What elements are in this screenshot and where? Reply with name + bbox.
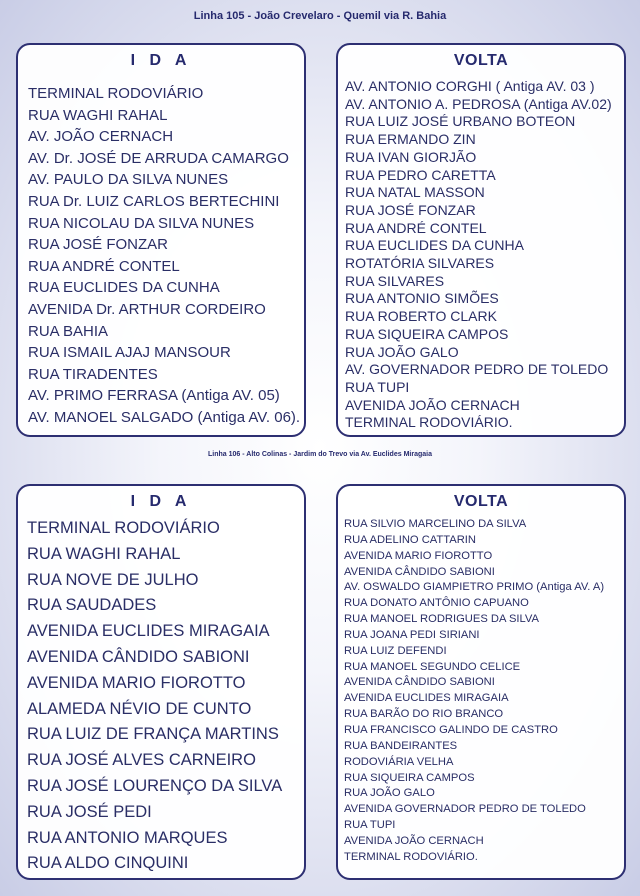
line-105-volta-stop: RUA SILVARES [345,272,445,289]
line-105-volta-stop: RUA ERMANDO ZIN [345,131,476,148]
line-106-volta-stop: TERMINAL RODOVIÁRIO. [344,850,478,863]
line-105-volta-stop-list [345,78,612,432]
line-105-volta-stop: RUA EUCLIDES DA CUNHA [345,237,524,254]
line-106-ida-stop: AVENIDA CÂNDIDO SABIONI [27,647,250,666]
line-105-ida-panel [16,43,306,437]
line-105-volta-stop: AVENIDA JOÃO CERNACH [345,396,520,413]
line-106-ida-stop: RUA NOVE DE JULHO [27,570,199,589]
line-105-ida-stop: AVENIDA Dr. ARTHUR CORDEIRO [28,300,266,318]
line-105-volta-stop: RUA JOSÉ FONZAR [345,201,476,218]
line-106-volta-stop: AVENIDA CÂNDIDO SABIONI [344,565,495,578]
line-106-volta-stop: RUA TUPI [344,819,396,832]
line-106-volta-stop: AVENIDA CÂNDIDO SABIONI [344,676,495,689]
line-105-title: Linha 105 - João Crevelaro - Quemil via R. Bahia [193,10,447,22]
line-106-title: Linha 106 - Alto Colinas - Jardim do Trevo via Av. Euclides Miragaia [208,451,432,458]
line-105-volta-stop: RUA IVAN GIORJÃO [345,148,477,165]
line-106-volta-stop: RUA ADELINO CATTARIN [344,533,476,546]
line-106-volta-stop: RUA MANOEL RODRIGUES DA SILVA [344,613,539,626]
line-106-volta-stop: RUA BARÃO DO RIO BRANCO [344,708,504,721]
line-105-ida-stop: RUA NICOLAU DA SILVA NUNES [28,214,255,232]
line-106-ida-stop: RUA LUIZ DE FRANÇA MARTINS [27,725,279,744]
line-105-volta-panel [336,43,626,437]
line-106-volta-stop: AVENIDA GOVERNADOR PEDRO DE TOLEDO [344,803,586,816]
line-106-ida-stop: ALAMEDA NÉVIO DE CUNTO [27,699,252,718]
line-106-volta-stop: RUA BANDEIRANTES [344,739,458,752]
line-105-volta-stop: RUA PEDRO CARETTA [345,166,496,183]
line-106-volta-stop: RUA MANOEL SEGUNDO CELICE [344,660,521,673]
line-105-volta-stop: AV. GOVERNADOR PEDRO DE TOLEDO [345,361,609,378]
line-105-ida-stop: AV. PRIMO FERRASA (Antiga AV. 05) [28,387,280,405]
line-106-volta-stop: RUA JOANA PEDI SIRIANI [344,628,480,641]
line-106-volta-stop: RUA FRANCISCO GALINDO DE CASTRO [344,723,558,736]
line-106-volta-stop: AVENIDA EUCLIDES MIRAGAIA [344,692,509,705]
line-105-ida-stop: RUA JOSÉ FONZAR [28,236,169,254]
line-106-ida-stop: RUA JOSÉ ALVES CARNEIRO [27,751,256,770]
line-105-volta-stop: RUA ROBERTO CLARK [345,308,497,325]
line-105-volta-stop: RUA ANDRÉ CONTEL [345,219,487,236]
line-105-volta-stop: RUA LUIZ JOSÉ URBANO BOTEON [345,113,576,130]
line-106-volta-stop-list [344,517,604,866]
line-106-ida-stop: RUA ALDO CINQUINI [27,854,189,873]
line-106-volta-stop: RODOVIÁRIA VELHA [344,755,454,768]
line-105-ida-stop: RUA ISMAIL AJAJ MANSOUR [28,344,231,362]
line-106-volta-panel [336,484,626,880]
line-105-volta-stop: ROTATÓRIA SILVARES [345,255,495,272]
line-105-ida-stop: RUA TIRADENTES [28,365,158,383]
line-105-volta-heading: VOLTA [453,52,509,69]
line-106-ida-stop: RUA JOSÉ LOURENÇO DA SILVA [27,776,283,795]
line-105-volta-stop: RUA NATAL MASSON [345,184,485,201]
line-106-ida-stop: RUA WAGHI RAHAL [27,544,181,563]
line-106-volta-stop: RUA JOÃO GALO [344,787,435,800]
line-105-ida-stop: AV. PAULO DA SILVA NUNES [28,171,229,189]
line-106-ida-heading: I D A [130,493,192,510]
line-106-volta-stop: AVENIDA JOÃO CERNACH [344,834,484,847]
line-105-volta-stop: RUA SIQUEIRA CAMPOS [345,325,509,342]
line-106-volta-stop: RUA DONATO ANTÔNIO CAPUANO [344,597,529,610]
line-106-volta-stop: AVENIDA MARIO FIOROTTO [344,549,493,562]
line-106-volta-stop: RUA SILVIO MARCELINO DA SILVA [344,518,527,530]
line-106-ida-stop: TERMINAL RODOVIÁRIO [27,519,220,537]
line-106-ida-stop: AVENIDA MARIO FIOROTTO [27,673,246,692]
line-105-ida-stop: TERMINAL RODOVIÁRIO [28,85,204,102]
line-105-ida-stop: RUA BAHIA [28,322,109,340]
line-106-ida-stop: RUA JOSÉ PEDI [27,802,152,821]
line-105-volta-stop: RUA TUPI [345,378,410,395]
line-105-ida-stop: RUA EUCLIDES DA CUNHA [28,279,220,297]
line-105-ida-stop: AV. Dr. JOSÉ DE ARRUDA CAMARGO [28,149,289,167]
line-105-ida-stop: RUA ANDRÉ CONTEL [28,257,180,275]
line-105-ida-stop: AV. JOÃO CERNACH [28,128,174,146]
line-106-volta-stop: RUA SIQUEIRA CAMPOS [344,771,475,784]
line-106-ida-panel [16,484,306,880]
line-105-volta-stop: AV. ANTONIO A. PEDROSA (Antiga AV.02) [345,95,612,112]
line-105-ida-heading: I D A [130,52,192,69]
line-106-ida-stop-list [27,516,282,877]
line-106-ida-stop: RUA ANTONIO MARQUES [27,828,228,847]
line-106-volta-stop: RUA LUIZ DEFENDI [344,644,447,657]
line-105-volta-stop: TERMINAL RODOVIÁRIO. [345,414,513,431]
line-106-volta-stop: AV. OSWALDO GIAMPIETRO PRIMO (Antiga AV. A) [344,581,605,594]
line-105-volta-stop: AV. ANTONIO CORGHI ( Antiga AV. 03 ) [345,78,595,94]
line-106-ida-stop: RUA SAUDADES [27,596,157,615]
line-105-volta-stop: RUA JOÃO GALO [345,343,459,360]
line-105-ida-stop: RUA Dr. LUIZ CARLOS BERTECHINI [28,192,280,210]
line-105-volta-stop: RUA ANTONIO SIMÕES [345,290,499,307]
line-105-ida-stop: RUA WAGHI RAHAL [28,106,168,124]
line-106-ida-stop: AVENIDA EUCLIDES MIRAGAIA [27,622,270,641]
line-105-ida-stop: AV. MANOEL SALGADO (Antiga AV. 06). [28,408,301,426]
line-106-volta-heading: VOLTA [453,493,509,510]
line-105-ida-stop-list [28,83,300,429]
